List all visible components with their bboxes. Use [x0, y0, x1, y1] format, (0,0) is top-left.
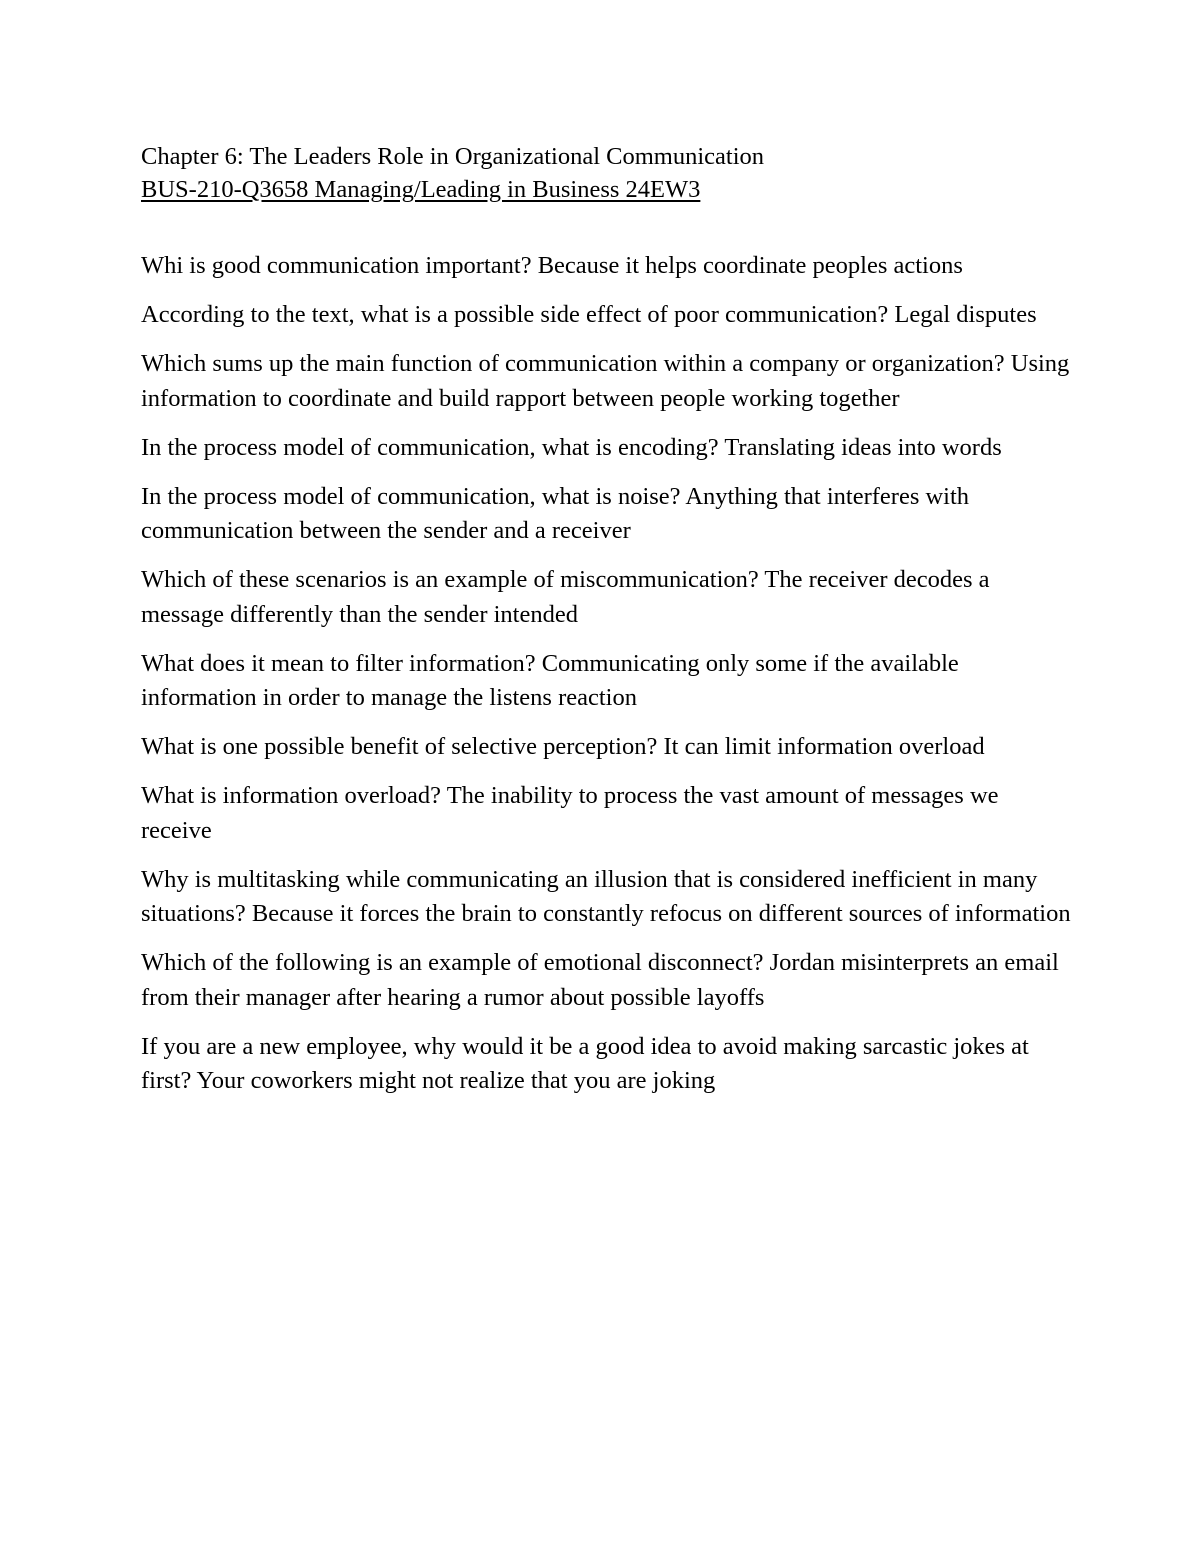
qa-item: In the process model of communication, what is encoding? Translating ideas into words: [141, 433, 1002, 461]
course-link[interactable]: BUS-210-Q3658 Managing/Leading in Business 24EW3: [141, 176, 701, 203]
question-answer-list: [141, 249, 1071, 1099]
qa-item: Which sums up the main function of communication within a company or organization? Using information to coordinate and build rapport between people working together: [141, 350, 1070, 412]
qa-item: What is one possible benefit of selective perception? It can limit information overload: [141, 733, 985, 760]
qa-item: Which of these scenarios is an example of miscommunication? The receiver decodes a message differently than the sender intended: [141, 566, 990, 628]
qa-item: Why is multitasking while communicating an illusion that is considered inefficient in many situations? Because it forces the brain to constantly refocus on different sources of information: [141, 865, 1071, 927]
qa-item: What is information overload? The inability to process the vast amount of messages we receive: [141, 782, 999, 844]
qa-item: Which of the following is an example of emotional disconnect? Jordan misinterprets an email from their manager after hearing a rumor about possible layoffs: [141, 949, 1059, 1011]
chapter-title: Chapter 6: The Leaders Role in Organizational Communication: [141, 143, 765, 170]
qa-item: In the process model of communication, what is noise? Anything that interferes with communication between the sender and a receiver: [141, 482, 970, 544]
qa-item: If you are a new employee, why would it be a good idea to avoid making sarcastic jokes at first? Your coworkers might not realize that you are joking: [141, 1032, 1029, 1094]
qa-item: Whi is good communication important? Because it helps coordinate peoples actions: [141, 252, 963, 279]
document-page: [141, 140, 1071, 1113]
qa-item: According to the text, what is a possible side effect of poor communication? Legal disputes: [141, 301, 1037, 328]
qa-item: What does it mean to filter information? Communicating only some if the available information in order to manage the listens reaction: [141, 649, 959, 711]
